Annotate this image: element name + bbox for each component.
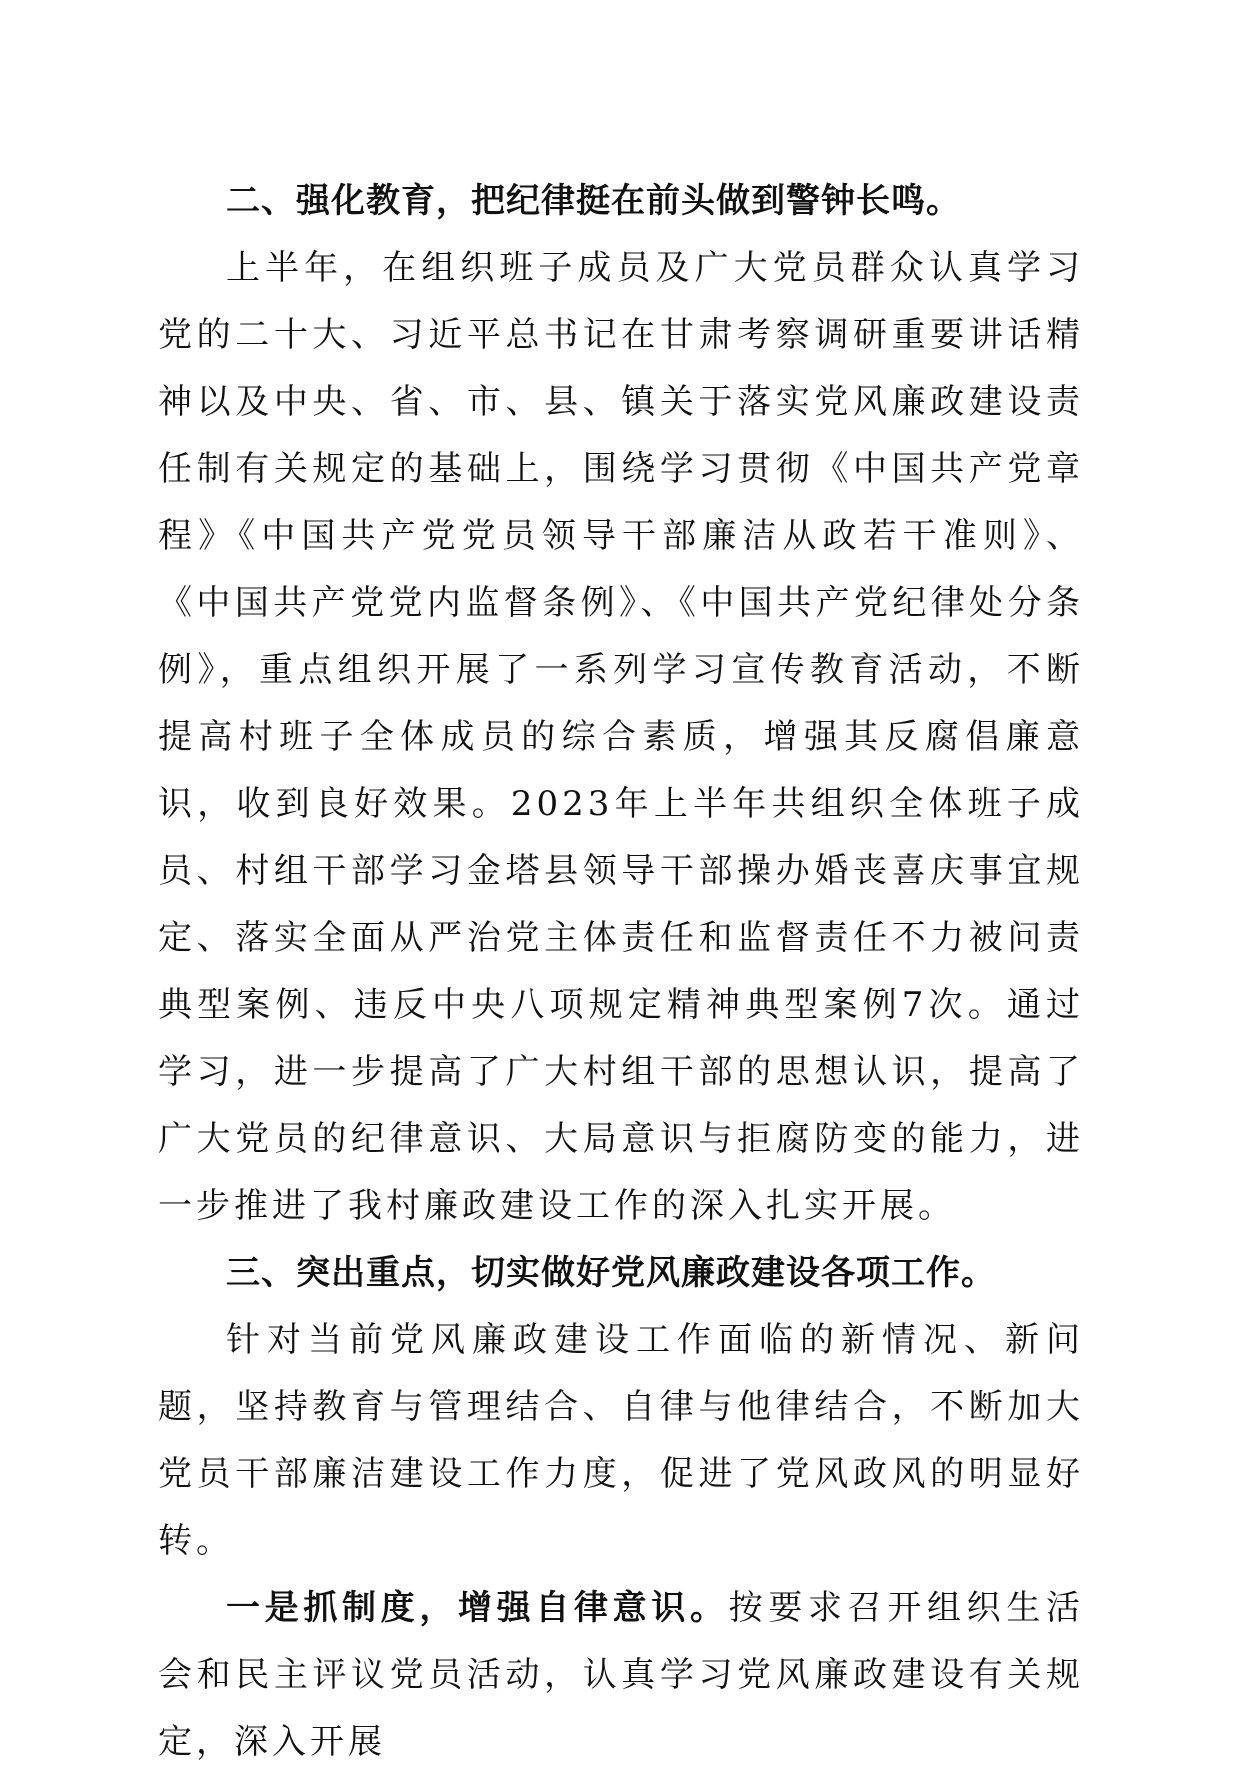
section-3-heading: 三、突出重点，切实做好党风廉政建设各项工作。 <box>226 1253 996 1293</box>
item-1-text: 按要求召开组织生活会和民主评议党员活动，认真学习党风廉政建设有关规定，深入开展 <box>158 1588 1085 1762</box>
section-3-paragraph: 针对当前党风廉政建设工作面临的新情况、新问题，坚持教育与管理结合、自律与他律结合，不断加大党员干部廉洁建设工作力度，促进了党风政风的明显好转。 <box>158 1320 1084 1561</box>
item-1-lead: 一是抓制度，增强自律意识。 <box>226 1588 729 1628</box>
section-2-paragraph: 上半年，在组织班子成员及广大党员群众认真学习党的二十大、习近平总书记在甘肃考察调研重要讲话精神以及中央、省、市、县、镇关于落实党风廉政建设责任制有关规定的基础上，围绕学习贯彻《中国共产党章程》《中国共产党党员领导干部廉洁从政若干准则》、《中国共产党党内监督条例》、《中国共产党纪律处分条例》，重点组织开展了一系列学习宣传教育活动，不断提高村班子全体成员的综合素质，增强其反腐倡廉意识，收到良好效果。2023年上半年共组织全体班子成员、村组干部学习金塔县领导干部操办婚丧喜庆事宜规定、落实全面从严治党主体责任和监督责任不力被问责典型案例、违反中央八项规定精神典型案例7次。通过学习，进一步提高了广大村组干部的思想认识，提高了广大党员的纪律意识、大局意识与拒腐防变的能力，进一步推进了我村廉政建设工作的深入扎实开展。 <box>158 248 1084 1226</box>
item-1-paragraph <box>158 1575 1084 1776</box>
section-2-heading: 二、强化教育，把纪律挺在前头做到警钟长鸣。 <box>226 181 961 221</box>
document-body <box>158 168 1084 1776</box>
